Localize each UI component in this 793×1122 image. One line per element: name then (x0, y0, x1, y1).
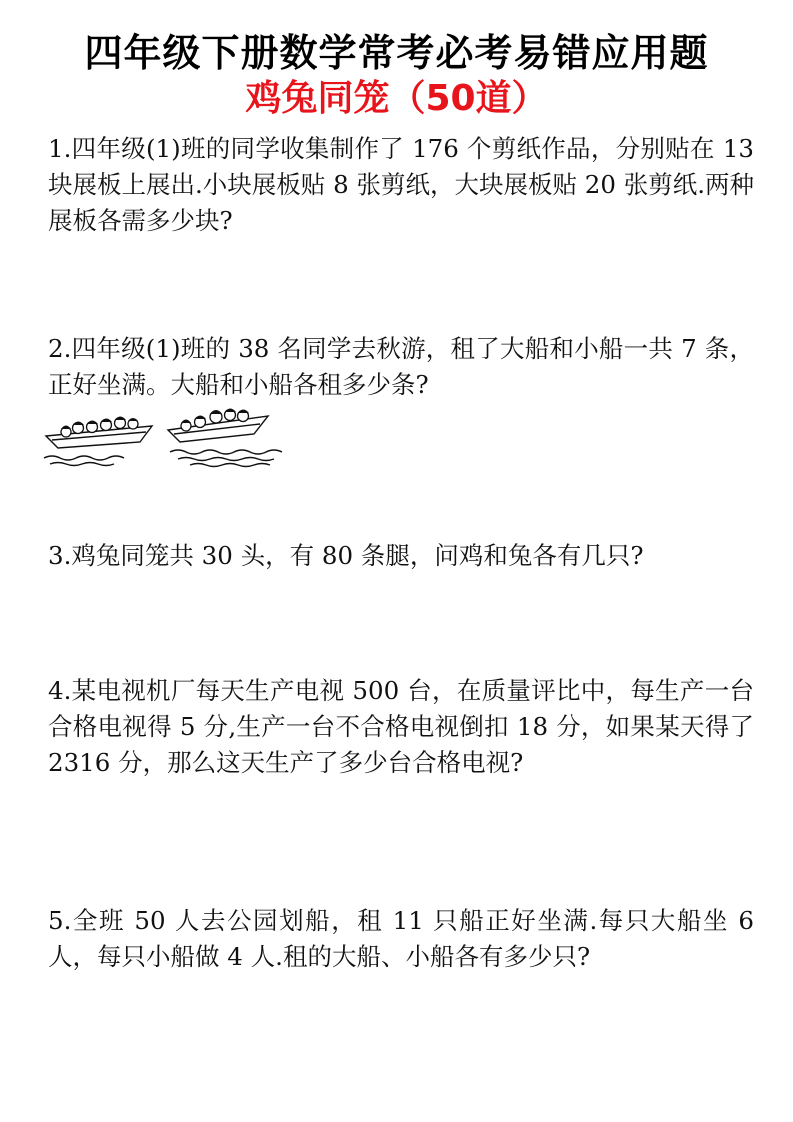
problem-2: 2.四年级(1)班的 38 名同学去秋游，租了大船和小船一共 7 条，正好坐满。大船和小船各租多少条? (48, 334, 754, 399)
problem-4: 4.某电视机厂每天生产电视 500 台，在质量评比中，每生产一台合格电视得 5 分,生产一台不合格电视倒扣 18 分，如果某天得了 2316 分，那么这天生产了多少台合格电视? (48, 676, 754, 777)
page-title: 四年级下册数学常考必考易错应用题 (84, 31, 709, 75)
problem-5: 5.全班 50 人去公园划船，租 11 只船正好坐满.每只大船坐 6 人，每只小船做 4 人.租的大船、小船各有多少只? (48, 906, 754, 971)
problem-1: 1.四年级(1)班的同学收集制作了 176 个剪纸作品，分别贴在 13 块展板上展出.小块展板贴 8 张剪纸，大块展板贴 20 张剪纸.两种展板各需多少块? (48, 134, 754, 235)
problem-3: 3.鸡兔同笼共 30 头，有 80 条腿，问鸡和兔各有几只? (48, 541, 644, 570)
boats-with-children-illustration (40, 402, 310, 470)
page-subtitle: 鸡兔同笼（50道） (245, 78, 548, 119)
